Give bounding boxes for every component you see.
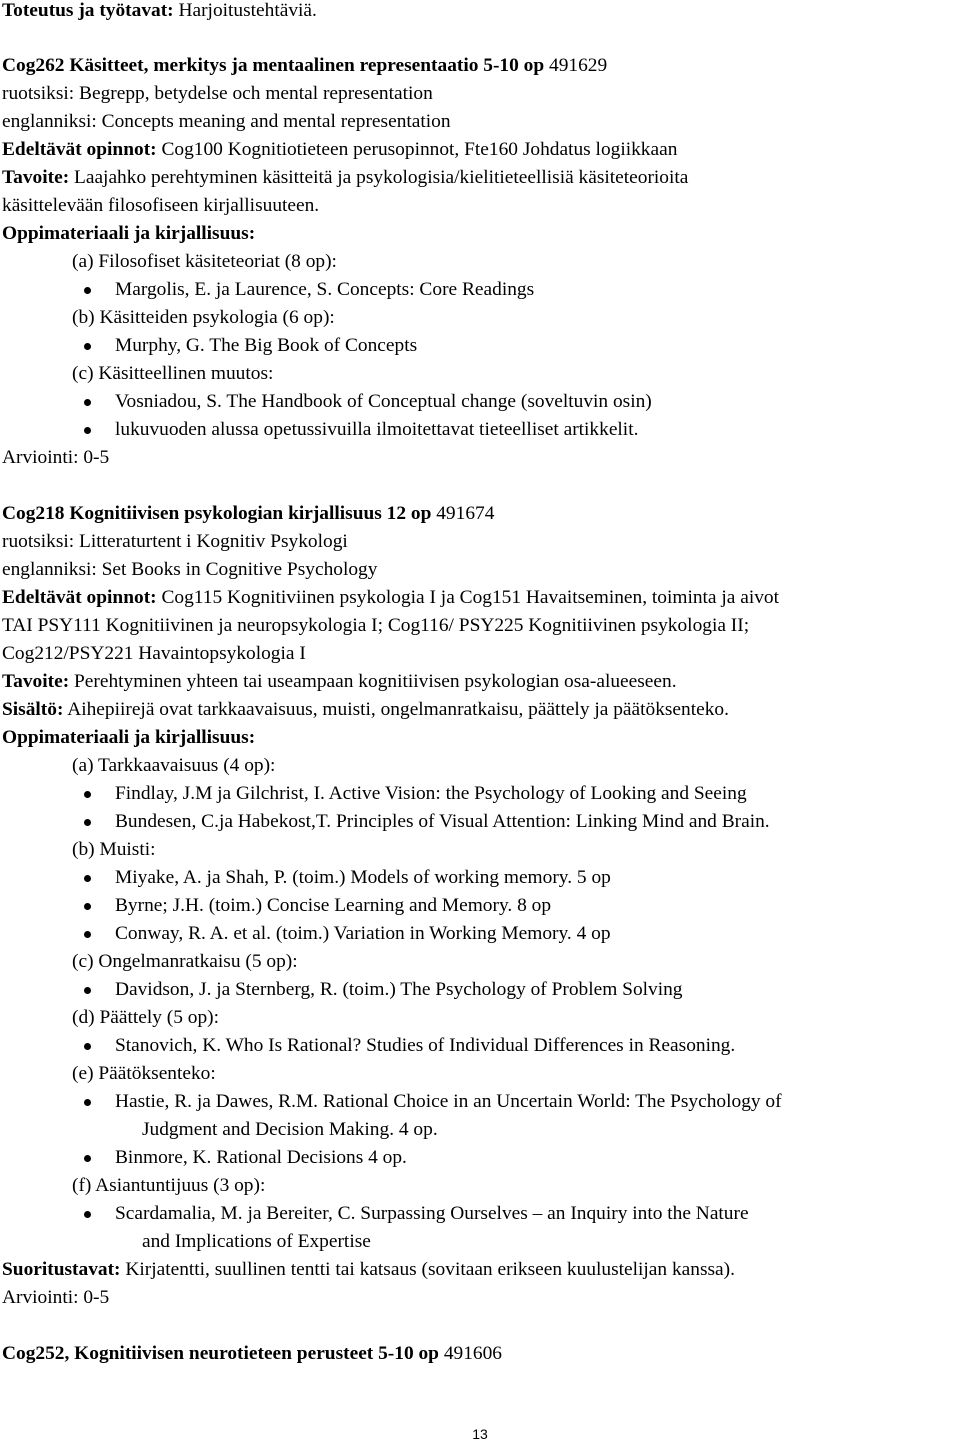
implementation-label: Toteutus ja työtavat:	[2, 0, 174, 21]
goal-label: Tavoite:	[2, 671, 70, 692]
list-item-cont: Judgment and Decision Making. 4 op.	[142, 1119, 438, 1140]
page-number: 13	[472, 1426, 488, 1442]
prerequisites-line	[2, 587, 779, 609]
method-label: Suoritustavat:	[2, 1259, 121, 1280]
course-heading-cog262	[2, 55, 607, 77]
list-item: lukuvuoden alussa opetussivuilla ilmoitettavat tieteelliset artikkelit.	[115, 419, 639, 440]
section-b: (b) Käsitteiden psykologia (6 op):	[72, 307, 335, 328]
list-item: Stanovich, K. Who Is Rational? Studies of Individual Differences in Reasoning.	[115, 1035, 736, 1056]
goal-line-cont: käsittelevään filosofiseen kirjallisuuteen.	[2, 195, 320, 216]
section-a: (a) Filosofiset käsiteteoriat (8 op):	[72, 251, 337, 272]
grading: Arviointi: 0-5	[2, 447, 110, 468]
list-item: Davidson, J. ja Sternberg, R. (toim.) The Psychology of Problem Solving	[115, 979, 683, 1000]
swedish-name: ruotsiksi: Begrepp, betydelse och mental representation	[2, 83, 433, 104]
swedish-name: ruotsiksi: Litteraturtent i Kognitiv Psykologi	[2, 531, 348, 552]
section-c: (c) Ongelmanratkaisu (5 op):	[72, 951, 298, 972]
list-item: Vosniadou, S. The Handbook of Conceptual change (soveltuvin osin)	[115, 391, 652, 412]
section-e: (e) Päätöksenteko:	[72, 1063, 216, 1084]
list-item: Findlay, J.M ja Gilchrist, I. Active Vision: the Psychology of Looking and Seeing	[115, 783, 747, 804]
list-item: Binmore, K. Rational Decisions 4 op.	[115, 1147, 407, 1168]
list-item: Margolis, E. ja Laurence, S. Concepts: Core Readings	[115, 279, 535, 300]
list-item: Hastie, R. ja Dawes, R.M. Rational Choice in an Uncertain World: The Psychology of	[115, 1091, 782, 1112]
goal-line	[2, 671, 677, 693]
course-title: Cog218 Kognitiivisen psykologian kirjallisuus 12 op	[2, 503, 432, 524]
section-b: (b) Muisti:	[72, 839, 156, 860]
list-item: Byrne; J.H. (toim.) Concise Learning and Memory. 8 op	[115, 895, 552, 916]
content-line	[2, 699, 729, 721]
grading: Arviointi: 0-5	[2, 1287, 110, 1308]
goal-value: Laajahko perehtyminen käsitteitä ja psykologisia/kielitieteellisiä käsiteteorioita	[69, 167, 689, 188]
content-value: Aihepiirejä ovat tarkkaavaisuus, muisti, ongelmanratkaisu, päättely ja päätöksenteko.	[63, 699, 729, 720]
course-code: 491629	[544, 55, 608, 76]
prerequisites-value: Cog115 Kognitiviinen psykologia I ja Cog151 Havaitseminen, toiminta ja aivot	[156, 587, 780, 608]
course-title: Cog252, Kognitiivisen neurotieteen perusteet 5-10 op	[2, 1343, 439, 1364]
course-code: 491674	[431, 503, 495, 524]
section-d: (d) Päättely (5 op):	[72, 1007, 220, 1028]
list-item: Bundesen, C.ja Habekost,T. Principles of Visual Attention: Linking Mind and Brain.	[115, 811, 770, 832]
course-heading-cog252	[2, 1343, 502, 1365]
prerequisites-label: Edeltävät opinnot:	[2, 587, 157, 608]
list-item: Miyake, A. ja Shah, P. (toim.) Models of working memory. 5 op	[115, 867, 611, 888]
section-f: (f) Asiantuntijuus (3 op):	[72, 1175, 266, 1196]
course-heading-cog218	[2, 503, 494, 525]
prerequisites-cont: TAI PSY111 Kognitiivinen ja neuropsykologia I; Cog116/ PSY225 Kognitiivinen psykologia II;	[2, 615, 750, 636]
list-item-cont: and Implications of Expertise	[142, 1231, 371, 1252]
content-label: Sisältö:	[2, 699, 64, 720]
section-c: (c) Käsitteellinen muutos:	[72, 363, 274, 384]
prerequisites-value: Cog100 Kognitiotieteen perusopinnot, Fte160 Johdatus logiikkaan	[156, 139, 678, 160]
list-item: Scardamalia, M. ja Bereiter, C. Surpassing Ourselves – an Inquiry into the Nature	[115, 1203, 749, 1224]
english-name: englanniksi: Concepts meaning and mental representation	[2, 111, 451, 132]
course-code: 491606	[438, 1343, 503, 1364]
course-title: Cog262 Käsitteet, merkitys ja mentaalinen representaatio 5-10 op	[2, 55, 545, 76]
list-item: Murphy, G. The Big Book of Concepts	[115, 335, 418, 356]
prerequisites-label: Edeltävät opinnot:	[2, 139, 157, 160]
prerequisites-cont: Cog212/PSY221 Havaintopsykologia I	[2, 643, 306, 664]
prerequisites-line	[2, 139, 677, 161]
materials-heading: Oppimateriaali ja kirjallisuus:	[2, 223, 256, 244]
implementation-value: Harjoitustehtäviä.	[173, 0, 317, 21]
english-name: englanniksi: Set Books in Cognitive Psychology	[2, 559, 378, 580]
goal-label: Tavoite:	[2, 167, 70, 188]
implementation-line	[2, 0, 317, 22]
method-line	[2, 1259, 735, 1281]
section-a: (a) Tarkkaavaisuus (4 op):	[72, 755, 276, 776]
goal-value: Perehtyminen yhteen tai useampaan kognitiivisen psykologian osa-alueeseen.	[69, 671, 677, 692]
list-item: Conway, R. A. et al. (toim.) Variation in Working Memory. 4 op	[115, 923, 611, 944]
goal-line	[2, 167, 688, 189]
method-value: Kirjatentti, suullinen tentti tai katsaus (sovitaan erikseen kuulustelijan kanssa).	[120, 1259, 735, 1280]
materials-heading: Oppimateriaali ja kirjallisuus:	[2, 727, 256, 748]
